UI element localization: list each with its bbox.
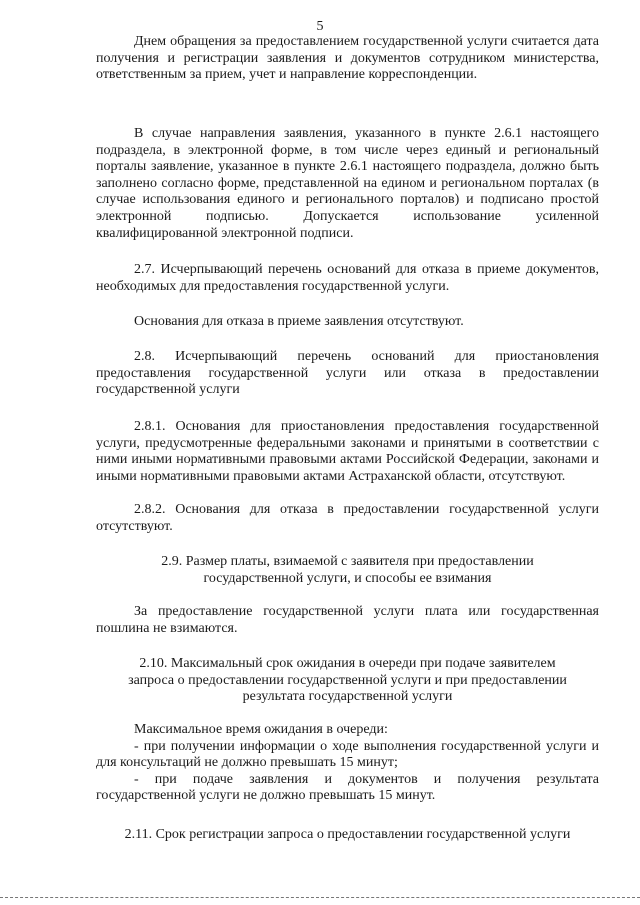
paragraph-2-8-1 (96, 419, 599, 485)
paragraph-text: В случае направления заявления, указанного в пункте 2.6.1 настоящего подраздела, в электронной форме, в том числе через единый и региональный порталы заявление, указанное в пункте 2.6.1 настоящего подраздела, должно быть заполнено согласно форме, представленной на едином и региональном порталах (в случае использования единого и регионального порталов) и подписано простой электронной подписью. Допускается использование усиленной квалифицированной электронной подписи. (96, 126, 599, 241)
paragraph-text: Основания для отказа в приеме заявления отсутствуют. (134, 314, 464, 329)
paragraph-queue-time (96, 722, 599, 805)
paragraph-text: За предоставление государственной услуги плата или государственная пошлина не взимаются. (96, 604, 599, 636)
paragraph-text: 2.8.2. Основания для отказа в предоставлении государственной услуги отсутствуют. (96, 502, 599, 534)
page-bottom-divider (0, 897, 640, 898)
paragraph-electronic-form (96, 126, 599, 242)
paragraph-text: Днем обращения за предоставлением государственной услуги считается дата получения и регистрации заявления и документов сотрудником министерства, ответственным за прием, учет и направление корреспонденции. (96, 34, 599, 83)
paragraph-text: 2.8.1. Основания для приостановления предоставления государственной услуги, предусмотренные федеральными законами и принятыми в соответствии с ними иными нормативными правовыми актами Российской Федерации, законами и иными нормативными правовыми актами Астраханской области, отсутствуют. (96, 419, 599, 484)
list-item-submission: - при подаче заявления и документов и получения результата государственной услуги не должно превышать 15 минут. (96, 771, 599, 804)
section-heading-2-11 (96, 827, 599, 844)
paragraph-day-of-request (96, 34, 599, 84)
heading-line: 2.9. Размер платы, взимаемой с заявителя при предоставлении (161, 554, 534, 569)
list-item-info: - при получении информации о ходе выполнения государственной услуги и для консультаций не должно превышать 15 минут; (96, 738, 599, 771)
section-heading-2-7 (96, 262, 599, 295)
paragraph-no-grounds-refusal (96, 314, 599, 331)
heading-text: 2.8. Исчерпывающий перечень оснований для приостановления предоставления государственной услуги или отказа в предоставлении государственной услуги (96, 349, 599, 398)
heading-line: 2.10. Максимальный срок ожидания в очереди при подаче заявителем (139, 656, 556, 671)
section-heading-2-8 (96, 349, 599, 399)
page-number: 5 (316, 19, 324, 34)
heading-text: 2.7. Исчерпывающий перечень оснований для отказа в приеме документов, необходимых для предоставления государственной услуги. (96, 262, 599, 294)
heading-line: запроса о предоставлении государственной услуги и при предоставлении (128, 672, 567, 688)
section-heading-2-9 (96, 554, 599, 587)
paragraph-2-8-2 (96, 502, 599, 535)
section-heading-2-10 (96, 656, 599, 706)
heading-line: государственной услуги, и способы ее взимания (203, 570, 492, 586)
paragraph-no-fee (96, 604, 599, 637)
paragraph-text: Максимальное время ожидания в очереди: (134, 722, 388, 737)
heading-line: результата государственной услуги (242, 689, 453, 705)
heading-text: 2.11. Срок регистрации запроса о предоставлении государственной услуги (124, 827, 571, 842)
